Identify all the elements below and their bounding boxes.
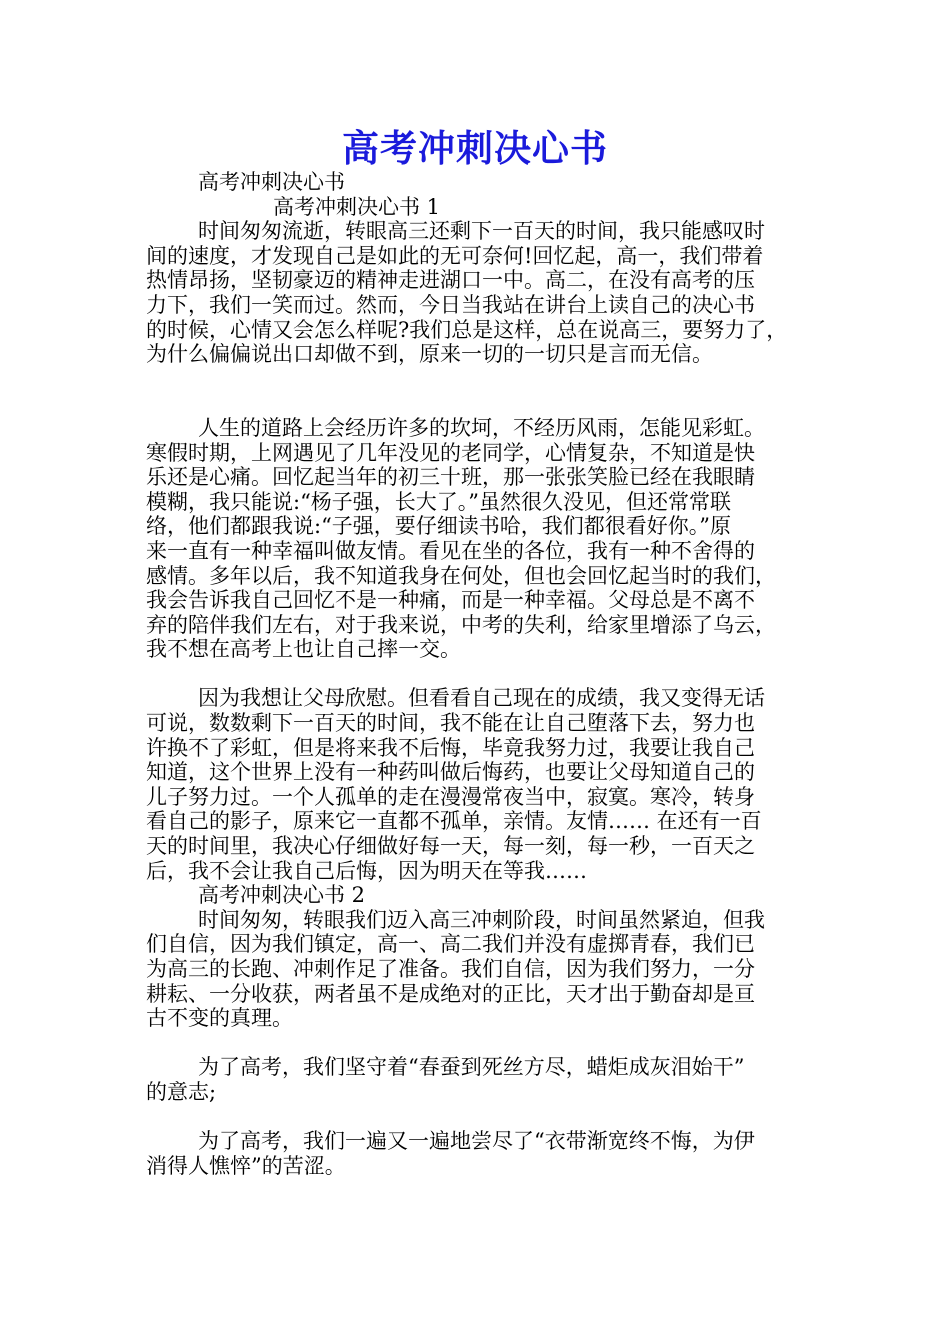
paragraph-spacer	[146, 662, 810, 687]
paragraph-line: 来一直有一种幸福叫做友情。看见在坐的各位，我有一种不舍得的	[146, 538, 755, 563]
paragraph-line: 许换不了彩虹，但是将来我不后悔，毕竟我努力过，我要让我自己	[146, 735, 755, 760]
paragraph-line: 们自信，因为我们镇定，高一、高二我们并没有虚掷青春，我们已	[146, 932, 755, 957]
paragraph-line: 因为我想让父母欣慰。但看看自己现在的成绩，我又变得无话	[198, 686, 765, 711]
paragraph-line: 络，他们都跟我说:“子强，要仔细读书哈，我们都很看好你。”原	[146, 514, 732, 539]
section-heading-2: 高考冲刺决心书 2	[198, 883, 366, 908]
paragraph-line: 为了高考，我们一遍又一遍地尝尽了“衣带渐宽终不悔，为伊	[198, 1129, 755, 1154]
paragraph-line: 的时候，心情又会怎么样呢?我们总是这样，总在说高三，要努力了，	[146, 317, 788, 342]
paragraph-line: 寒假时期，上网遇见了几年没见的老同学，心情复杂，不知道是快	[146, 440, 755, 465]
paragraph-spacer	[146, 1105, 810, 1130]
paragraph-line: 人生的道路上会经历许多的坎坷，不经历风雨，怎能见彩虹。	[198, 415, 765, 440]
paragraph-line: 消得人憔悴”的苦涩。	[146, 1153, 346, 1178]
paragraph-line: 为什么偏偏说出口却做不到，原来一切的一切只是言而无信。	[146, 342, 713, 367]
paragraph-line: 儿子努力过。一个人孤单的走在漫漫常夜当中，寂寞。寒冷，转身	[146, 784, 755, 809]
section-heading-1: 高考冲刺决心书 1	[273, 194, 441, 219]
paragraph-line: 我不想在高考上也让自己摔一交。	[146, 637, 461, 662]
paragraph-5	[146, 1055, 810, 1104]
paragraph-line: 时间匆匆，转眼我们迈入高三冲刺阶段，时间虽然紧迫，但我	[198, 907, 765, 932]
paragraph-line: 古不变的真理。	[146, 1006, 293, 1031]
paragraph-line: 后，我不会让我自己后悔，因为明天在等我……	[146, 858, 587, 883]
paragraph-line: 耕耘、一分收获，两者虽不是成绝对的正比，天才出于勤奋却是亘	[146, 981, 755, 1006]
paragraph-line: 知道，这个世界上没有一种药叫做后悔药，也要让父母知道自己的	[146, 760, 755, 785]
paragraph-line: 感情。多年以后，我不知道我身在何处，但也会回忆起当时的我们，	[146, 563, 776, 588]
paragraph-line: 弃的陪伴我们左右，对于我来说，中考的失利，给家里增添了乌云，	[146, 612, 776, 637]
document-title: 高考冲刺决心书	[342, 127, 608, 170]
paragraph-line: 热情昂扬，坚韧豪迈的精神走进湖口一中。高二，在没有高考的压	[146, 268, 755, 293]
paragraph-2	[146, 416, 810, 662]
paragraph-6	[146, 1129, 810, 1178]
paragraph-4	[146, 908, 810, 1031]
paragraph-spacer	[146, 1031, 810, 1056]
paragraph-line: 的意志;	[146, 1079, 217, 1104]
paragraph-line: 力下，我们一笑而过。然而，今日当我站在讲台上读自己的决心书	[146, 292, 755, 317]
paragraph-line: 模糊，我只能说:“杨子强，长大了。”虽然很久没见，但还常常联	[146, 489, 732, 514]
paragraph-1	[146, 219, 810, 367]
paragraph-line: 间的速度，才发现自己是如此的无可奈何!回忆起，高一，我们带着	[146, 243, 764, 268]
paragraph-3	[146, 686, 810, 883]
paragraph-line: 天的时间里，我决心仔细做好每一天，每一刻，每一秒，一百天之	[146, 834, 755, 859]
paragraph-spacer	[146, 367, 810, 416]
subtitle: 高考冲刺决心书	[198, 170, 345, 194]
paragraph-line: 可说，数数剩下一百天的时间，我不能在让自己堕落下去，努力也	[146, 711, 755, 736]
paragraph-line: 我会告诉我自己回忆不是一种痛，而是一种幸福。父母总是不离不	[146, 588, 755, 613]
paragraph-line: 乐还是心痛。回忆起当年的初三十班，那一张张笑脸已经在我眼睛	[146, 465, 755, 490]
paragraph-line: 为高三的长跑、冲刺作足了准备。我们自信，因为我们努力，一分	[146, 957, 755, 981]
paragraph-line: 看自己的影子，原来它一直都不孤单，亲情。友情…… 在还有一百	[146, 809, 762, 834]
paragraph-line: 时间匆匆流逝，转眼高三还剩下一百天的时间，我只能感叹时	[198, 219, 765, 244]
paragraph-line: 为了高考，我们坚守着“春蚕到死丝方尽，蜡炬成灰泪始干”	[198, 1055, 745, 1080]
document-body	[146, 170, 810, 1178]
